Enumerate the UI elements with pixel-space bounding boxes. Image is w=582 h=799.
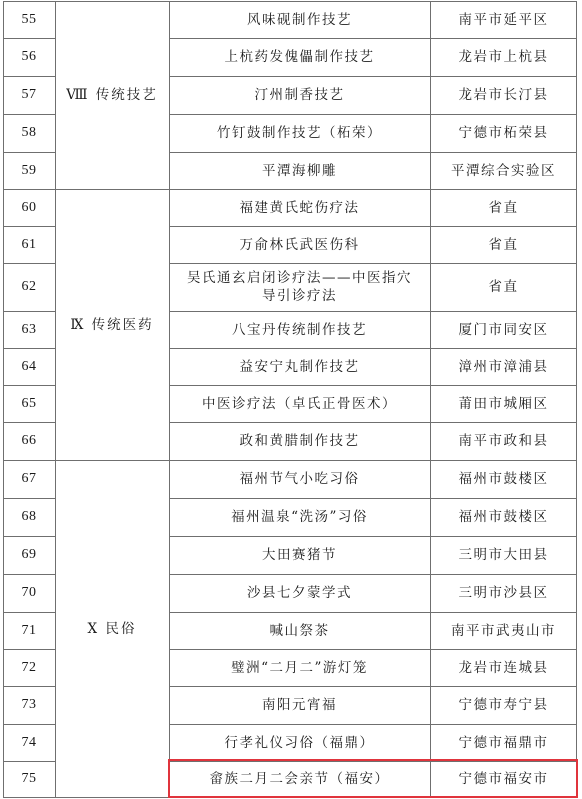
row-number: 74 (21, 734, 37, 750)
region-name: 三明市大田县 (458, 547, 549, 563)
grid-line (169, 574, 577, 575)
grid-line (169, 536, 577, 537)
grid-line (3, 1, 4, 797)
region-name: 龙岩市长汀县 (458, 87, 549, 103)
grid-line (3, 422, 55, 423)
project-name: 八宝丹传统制作技艺 (232, 321, 367, 338)
region-name: 厦门市同安区 (458, 321, 549, 338)
grid-line (3, 761, 55, 762)
project-name: 大田赛猪节 (262, 547, 337, 563)
grid-line (3, 76, 55, 77)
project-name: 汀州制香技艺 (254, 87, 345, 103)
grid-line (169, 263, 577, 264)
grid-line (3, 797, 577, 798)
row-number: 67 (21, 471, 37, 486)
grid-line (169, 498, 577, 499)
region-name: 南平市武夷山市 (451, 622, 556, 639)
region-name: 三明市沙县区 (458, 585, 549, 601)
category-cell: Ⅷ 传统技艺 (66, 87, 158, 103)
grid-line (576, 1, 577, 797)
grid-line (169, 1, 170, 797)
row-number: 60 (21, 199, 37, 215)
grid-line (3, 263, 55, 264)
project-name: 风味砚制作技艺 (247, 11, 352, 28)
region-name: 南平市延平区 (458, 11, 549, 28)
grid-line (169, 114, 577, 115)
project-name: 上杭药发傀儡制作技艺 (224, 49, 375, 65)
grid-line (3, 226, 55, 227)
row-number: 63 (21, 321, 37, 337)
grid-line (3, 574, 55, 575)
project-name: 福州节气小吃习俗 (239, 471, 360, 487)
region-name: 南平市政和县 (458, 433, 549, 449)
row-number: 55 (21, 11, 37, 27)
row-number: 75 (21, 771, 37, 786)
project-name: 益安宁丸制作技艺 (239, 358, 360, 375)
grid-line (169, 311, 577, 312)
row-number: 62 (21, 279, 37, 294)
region-name: 省直 (488, 236, 519, 253)
grid-line (3, 724, 55, 725)
grid-line (3, 114, 55, 115)
grid-line (3, 348, 55, 349)
row-number: 56 (21, 49, 37, 64)
row-number: 59 (21, 162, 37, 178)
grid-line (169, 649, 577, 650)
grid-line (169, 76, 577, 77)
project-name: 行孝礼仪习俗（福鼎） (224, 734, 375, 751)
project-name: 畲族二月二会亲节（福安） (209, 771, 390, 787)
row-number: 71 (21, 622, 37, 638)
project-name: 喊山祭茶 (269, 622, 330, 639)
grid-line (169, 686, 577, 687)
region-name: 省直 (488, 279, 519, 295)
region-name: 莆田市城厢区 (458, 395, 549, 412)
grid-line (3, 38, 55, 39)
grid-line (169, 152, 577, 153)
project-name: 吴氏通玄启闭诊疗法——中医指穴导引诊疗法 (187, 270, 412, 304)
grid-line (169, 612, 577, 613)
row-number: 73 (21, 697, 37, 712)
category-cell: Ⅹ 民俗 (87, 620, 137, 637)
grid-line (3, 311, 55, 312)
row-number: 72 (21, 659, 37, 675)
grid-line (430, 1, 431, 797)
category-cell: Ⅸ 传统医药 (70, 316, 154, 333)
project-name: 万俞林氏武医伤科 (239, 236, 360, 253)
grid-line (3, 385, 55, 386)
project-name: 竹钉鼓制作技艺（柘荣） (217, 125, 382, 141)
row-number: 57 (21, 87, 37, 102)
project-name: 沙县七夕蒙学式 (247, 585, 352, 601)
project-name: 政和黄腊制作技艺 (239, 433, 360, 449)
region-name: 福州市鼓楼区 (458, 471, 549, 487)
row-number: 70 (21, 585, 37, 600)
grid-line (169, 348, 577, 349)
grid-line (3, 686, 55, 687)
grid-line (3, 498, 55, 499)
heritage-list-table (3, 1, 577, 797)
grid-line (169, 38, 577, 39)
region-name: 省直 (488, 199, 519, 216)
region-name: 龙岩市上杭县 (458, 49, 549, 65)
project-name: 南阳元宵福 (262, 697, 337, 713)
region-name: 宁德市寿宁县 (458, 697, 549, 713)
grid-line (55, 1, 56, 797)
grid-line (3, 460, 577, 461)
region-name: 宁德市柘荣县 (458, 125, 549, 141)
row-number: 64 (21, 358, 37, 374)
grid-line (3, 1, 577, 2)
project-name: 平潭海柳雕 (262, 162, 337, 179)
grid-line (169, 226, 577, 227)
grid-line (3, 152, 55, 153)
grid-line (169, 761, 577, 762)
row-number: 66 (21, 433, 37, 448)
project-name: 中医诊疗法（卓氏正骨医术） (202, 395, 397, 412)
grid-line (169, 422, 577, 423)
grid-line (3, 536, 55, 537)
region-name: 龙岩市连城县 (458, 659, 549, 676)
region-name: 宁德市福安市 (458, 771, 549, 787)
row-number: 61 (21, 236, 37, 252)
region-name: 福州市鼓楼区 (458, 509, 549, 525)
grid-line (3, 649, 55, 650)
row-number: 65 (21, 395, 37, 411)
project-name: 福州温泉“洗汤”习俗 (231, 509, 368, 525)
row-number: 69 (21, 547, 37, 562)
grid-line (3, 612, 55, 613)
project-name: 璧洲“二月二”游灯笼 (231, 659, 368, 676)
row-number: 68 (21, 509, 37, 524)
region-name: 宁德市福鼎市 (458, 734, 549, 751)
project-name: 福建黄氏蛇伤疗法 (239, 199, 360, 216)
grid-line (169, 724, 577, 725)
row-number: 58 (21, 125, 37, 140)
region-name: 平潭综合实验区 (451, 162, 556, 179)
region-name: 漳州市漳浦县 (458, 358, 549, 375)
grid-line (3, 189, 577, 190)
grid-line (169, 385, 577, 386)
